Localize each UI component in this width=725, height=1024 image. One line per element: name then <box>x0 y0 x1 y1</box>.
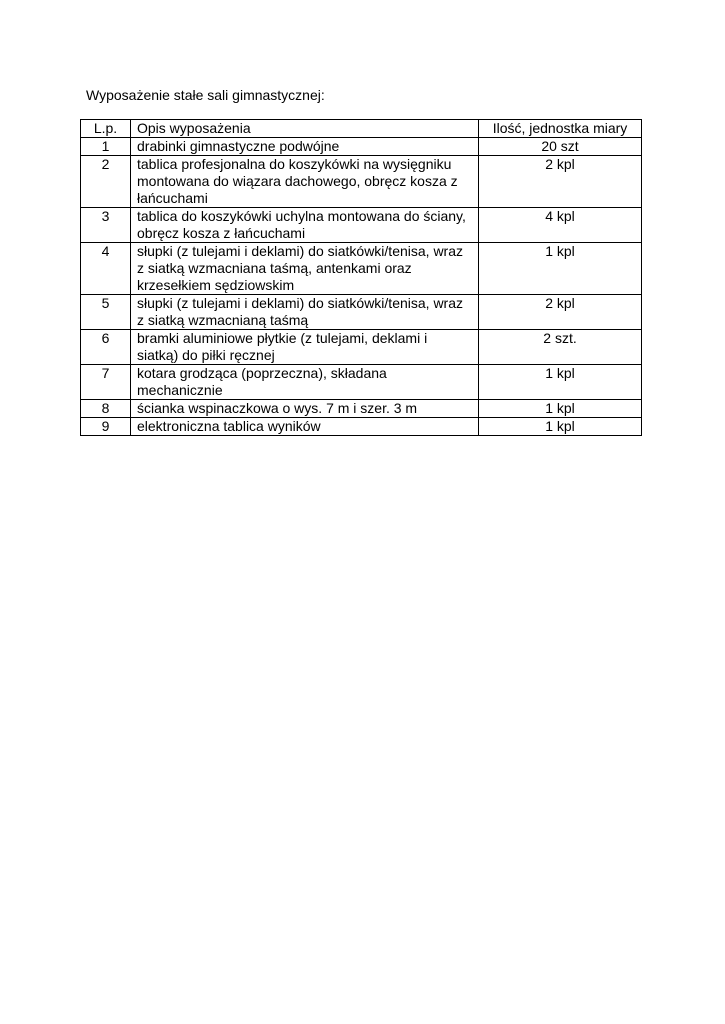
equipment-table <box>80 119 642 436</box>
table-row <box>81 400 642 418</box>
table-row <box>81 138 642 156</box>
table-row <box>81 418 642 436</box>
header-lp: L.p. <box>81 120 131 138</box>
row-description: ścianka wspinaczkowa o wys. 7 m i szer. 3 m <box>131 400 479 418</box>
row-lp: 7 <box>81 365 131 400</box>
table-row <box>81 330 642 365</box>
table-row <box>81 208 642 243</box>
row-description: drabinki gimnastyczne podwójne <box>131 138 479 156</box>
document-heading: Wyposażenie stałe sali gimnastycznej: <box>86 87 325 103</box>
header-description: Opis wyposażenia <box>131 120 479 138</box>
row-quantity: 2 szt. <box>479 330 642 365</box>
row-lp: 8 <box>81 400 131 418</box>
table-header-row <box>81 120 642 138</box>
header-quantity: Ilość, jednostka miary <box>479 120 642 138</box>
row-quantity: 1 kpl <box>479 243 642 295</box>
row-lp: 6 <box>81 330 131 365</box>
row-lp: 1 <box>81 138 131 156</box>
row-description: bramki aluminiowe płytkie (z tulejami, deklami i siatką) do piłki ręcznej <box>131 330 479 365</box>
row-description: tablica profesjonalna do koszykówki na wysięgniku montowana do wiązara dachowego, obręcz kosza z łańcuchami <box>131 156 479 208</box>
row-lp: 5 <box>81 295 131 330</box>
row-description: słupki (z tulejami i deklami) do siatkówki/tenisa, wraz z siatką wzmacniana taśmą, antenkami oraz krzesełkiem sędziowskim <box>131 243 479 295</box>
row-quantity: 4 kpl <box>479 208 642 243</box>
row-description: tablica do koszykówki uchylna montowana do ściany, obręcz kosza z łańcuchami <box>131 208 479 243</box>
row-lp: 2 <box>81 156 131 208</box>
table-row <box>81 156 642 208</box>
row-quantity: 2 kpl <box>479 295 642 330</box>
row-description: słupki (z tulejami i deklami) do siatkówki/tenisa, wraz z siatką wzmacnianą taśmą <box>131 295 479 330</box>
row-quantity: 1 kpl <box>479 418 642 436</box>
row-quantity: 1 kpl <box>479 365 642 400</box>
table-row <box>81 295 642 330</box>
table-row <box>81 365 642 400</box>
row-quantity: 2 kpl <box>479 156 642 208</box>
row-lp: 9 <box>81 418 131 436</box>
row-lp: 3 <box>81 208 131 243</box>
row-quantity: 1 kpl <box>479 400 642 418</box>
row-description: elektroniczna tablica wyników <box>131 418 479 436</box>
row-description: kotara grodząca (poprzeczna), składana mechanicznie <box>131 365 479 400</box>
row-lp: 4 <box>81 243 131 295</box>
table-row <box>81 243 642 295</box>
row-quantity: 20 szt <box>479 138 642 156</box>
